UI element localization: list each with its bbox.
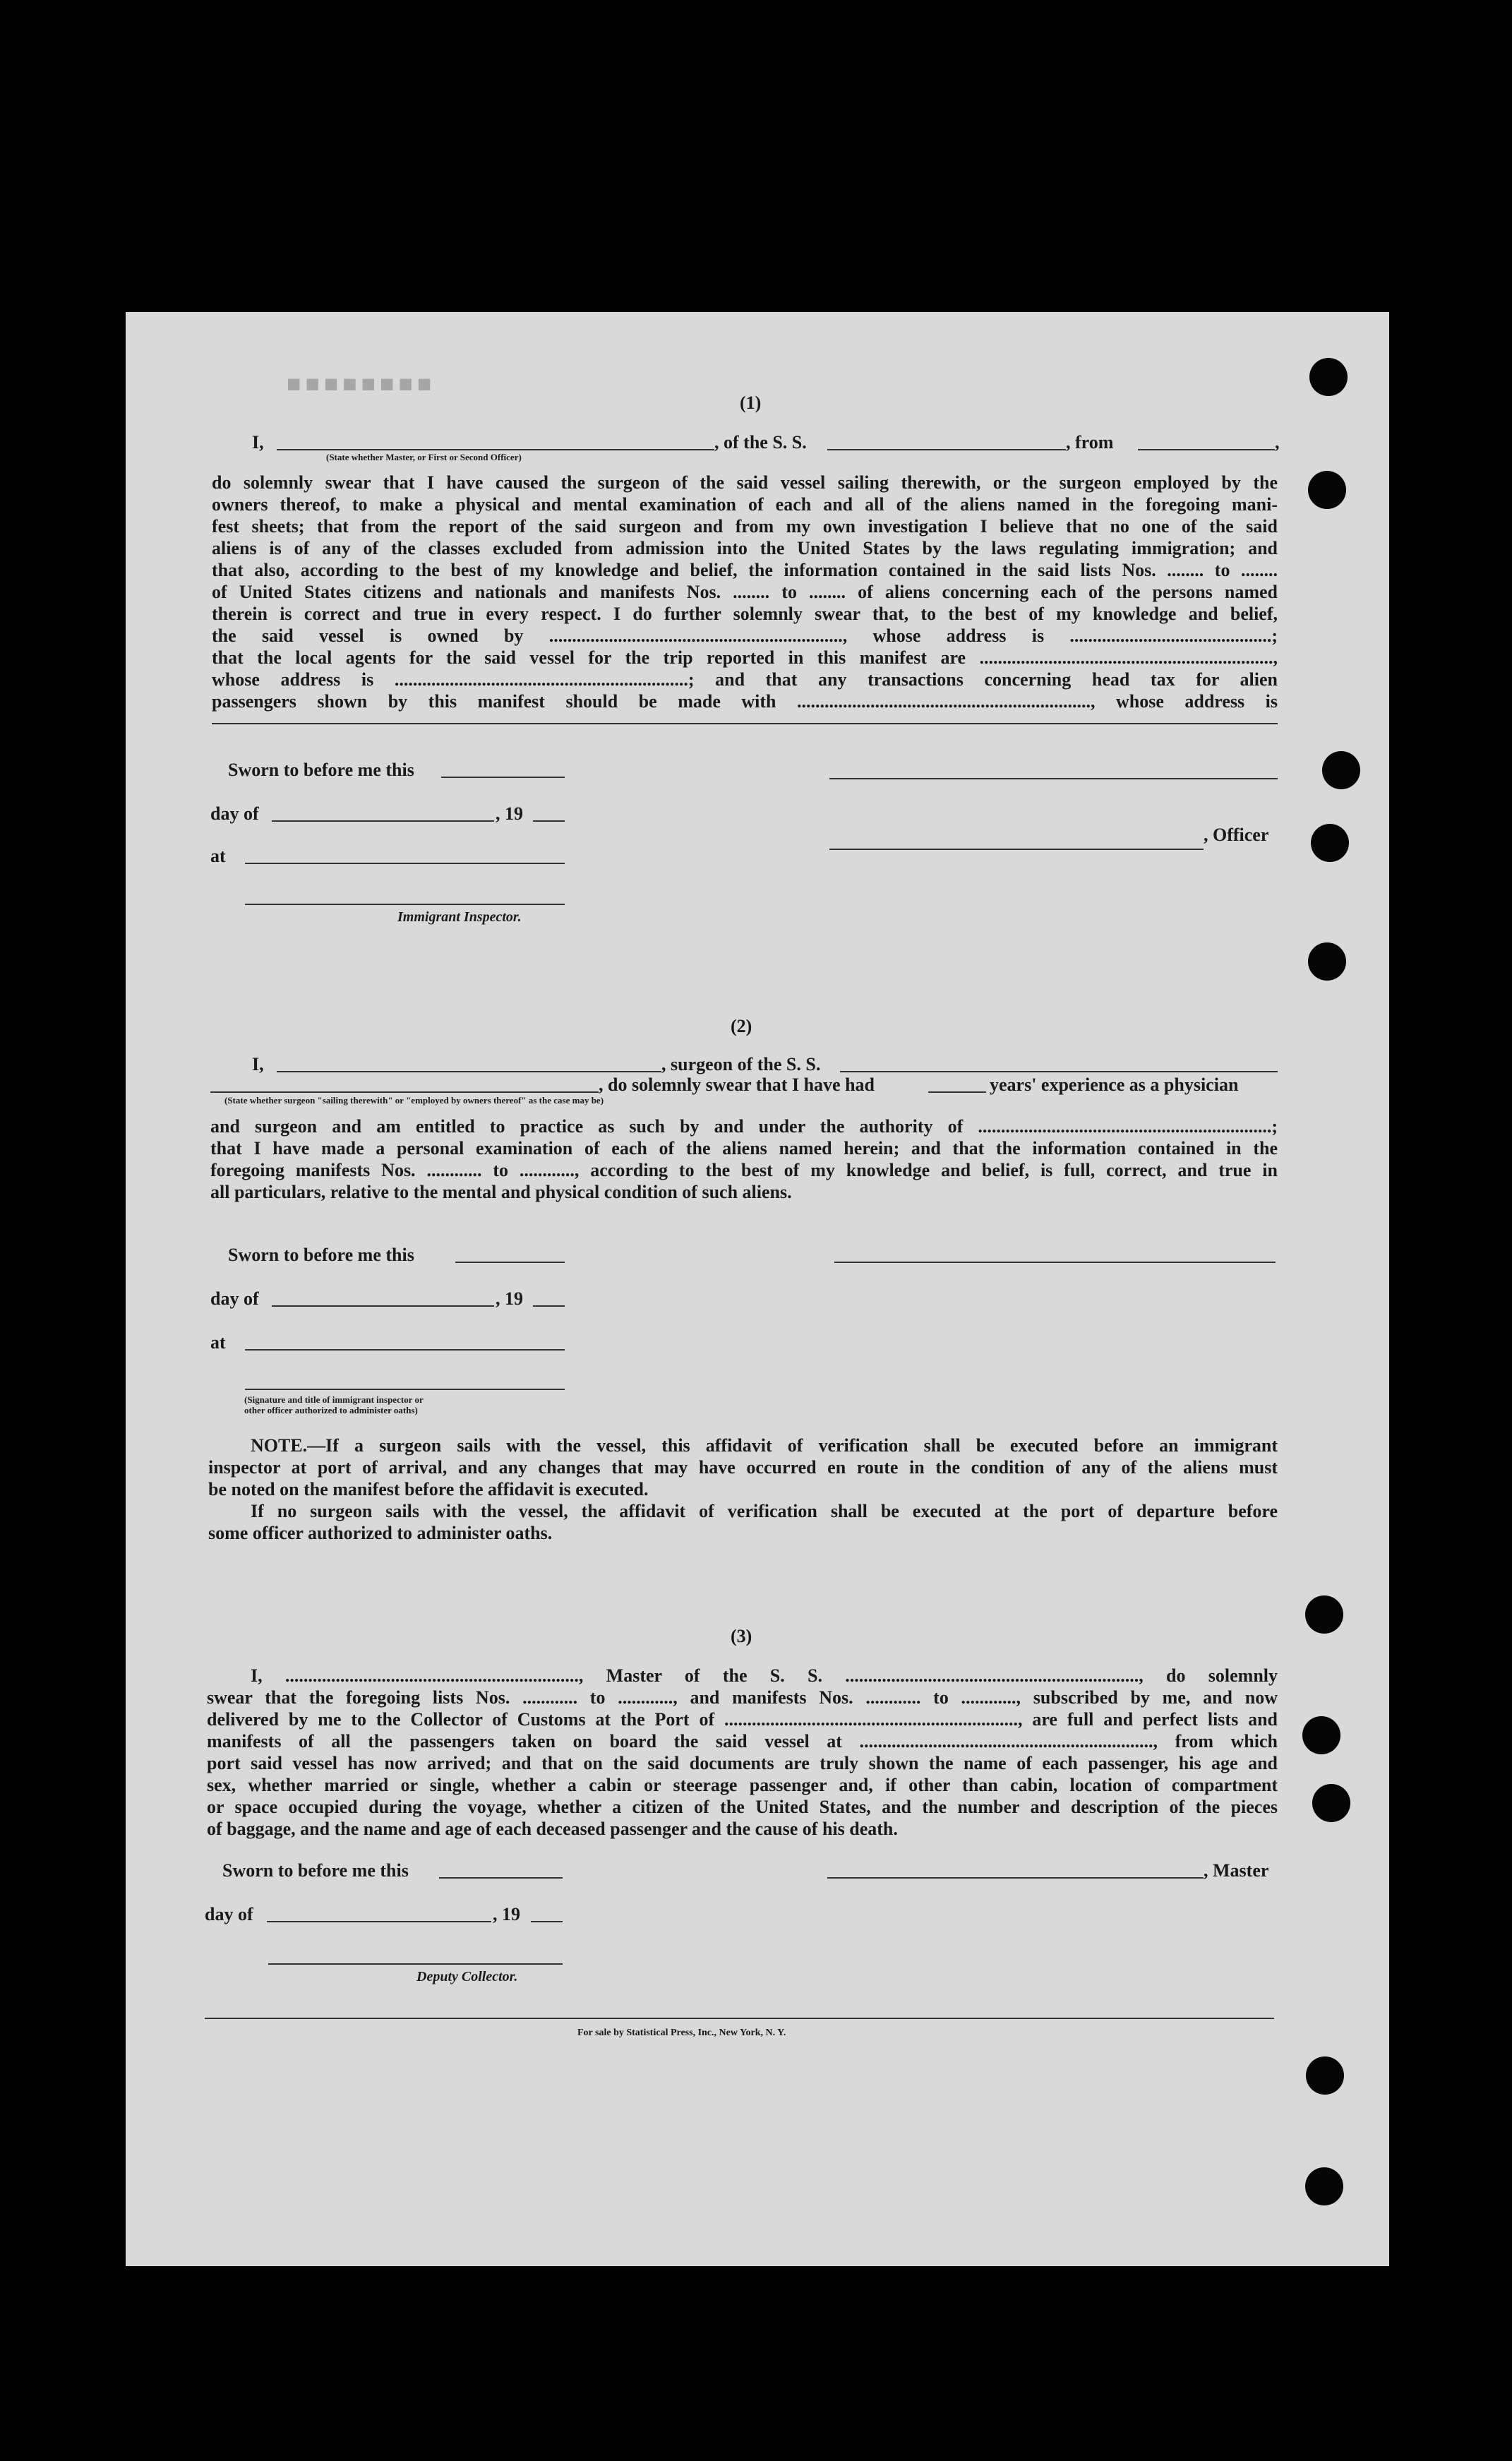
section-1-i: I, bbox=[252, 432, 264, 453]
punch-hole bbox=[1305, 2167, 1343, 2205]
section-2-inspector-line bbox=[245, 1389, 565, 1390]
section-1-number: (1) bbox=[740, 393, 762, 413]
punch-hole bbox=[1312, 1784, 1350, 1822]
deputy-collector-label: Deputy Collector. bbox=[416, 1969, 518, 1984]
section-1-day-label: day of bbox=[210, 803, 259, 824]
section-3-sworn-label: Sworn to before me this bbox=[222, 1860, 409, 1881]
section-3-day-line bbox=[267, 1921, 491, 1922]
inspector-signature-line bbox=[245, 904, 565, 905]
section-1-line-end: , bbox=[1275, 432, 1280, 453]
section-2-line2-end: years' experience as a physician bbox=[990, 1074, 1239, 1095]
section-3-number: (3) bbox=[731, 1626, 752, 1646]
note-paragraph: NOTE.—If a surgeon sails with the vessel, this affidavit of verification shall be executed before an immigrant inspector at port of arrival, and any changes that may have occurred en route in the condition of any of the aliens must be noted on the manifest before the affidavit is executed. If no surgeon sails with the vessel, the affidavit of verification shall be executed at the port of departure before some officer authorized to administer oaths. bbox=[208, 1435, 1278, 1543]
section-2-at-label: at bbox=[210, 1332, 226, 1353]
punch-hole bbox=[1302, 1716, 1340, 1754]
section-3-sworn-line bbox=[439, 1877, 563, 1879]
section-1-ss-label: , of the S. S. bbox=[714, 432, 807, 453]
section-1-paragraph: do solemnly swear that I have caused the surgeon of the said vessel sailing therewith, or the surgeon employed by the owners thereof, to make a physical and mental examination of each and all of the aliens named in the foregoing mani- fest sheets; that from the report of the said surgeon and from my own investigation I believe that no one of the said aliens is of any of the classes excluded from admission into the United States by the laws regulating immigration; and that also, according to the best of my knowledge and belief, the information contained in the said lists Nos. ........ to ........ of United States citizens and nationals and manifests Nos. ........ to ........ of aliens concerning each of the persons named therein is correct and true in every respect. I do further solemnly swear that, to the best of my knowledge and belief, the said vessel is owned by ................................................................, whose address is ............................................; that the local agents for the said vessel for the trip reported in this manifest are ................................................................, whose address is ................................................................; and that any transactions concerning head tax for alien passengers shown by this manifest should be made with ................................................................, whose address is bbox=[212, 472, 1278, 712]
surgeon-name-line bbox=[277, 1071, 661, 1072]
section-2-vessel-line bbox=[840, 1071, 1278, 1072]
officer-signature-line bbox=[829, 849, 1204, 850]
deputy-collector-line bbox=[268, 1963, 563, 1965]
section-2-swear-text: , do solemnly swear that I have had bbox=[599, 1074, 875, 1095]
section-2-number: (2) bbox=[731, 1016, 752, 1036]
section-1-sworn-line bbox=[441, 777, 565, 778]
section-2-day-label: day of bbox=[210, 1288, 259, 1309]
section-1-year-label: , 19 bbox=[496, 803, 523, 824]
section-2-signature-caption: (Signature and title of immigrant inspector or other officer authorized to administer oaths) bbox=[244, 1394, 424, 1415]
section-2-signature-line bbox=[834, 1262, 1276, 1263]
punch-hole bbox=[1308, 471, 1346, 509]
master-label: , Master bbox=[1204, 1860, 1269, 1881]
section-2-i: I, bbox=[252, 1054, 264, 1074]
footer-rule bbox=[205, 2018, 1274, 2019]
punch-hole bbox=[1305, 1595, 1343, 1634]
section-1-sworn-label: Sworn to before me this bbox=[228, 760, 414, 780]
officer-label: , Officer bbox=[1204, 825, 1269, 845]
section-2-ss-label: , surgeon of the S. S. bbox=[661, 1054, 821, 1074]
section-2-at-line bbox=[245, 1349, 565, 1351]
section-2-year-label: , 19 bbox=[496, 1288, 523, 1309]
footer-imprint: For sale by Statistical Press, Inc., New York, N. Y. bbox=[577, 2028, 786, 2038]
immigrant-inspector-label: Immigrant Inspector. bbox=[397, 909, 522, 925]
section-3-year-line bbox=[531, 1921, 563, 1922]
section-1-at-line bbox=[245, 863, 565, 864]
section-2-year-line bbox=[533, 1305, 565, 1307]
punch-hole bbox=[1306, 2056, 1344, 2095]
years-experience-line bbox=[928, 1091, 986, 1093]
section-3-day-label: day of bbox=[205, 1904, 253, 1924]
section-2-sworn-line bbox=[455, 1262, 565, 1263]
section-1-from-label: , from bbox=[1066, 432, 1114, 453]
section-1-year-line bbox=[533, 820, 565, 822]
section-1-caption: (State whether Master, or First or Second Officer) bbox=[326, 452, 522, 462]
section-2-caption: (State whether surgeon "sailing therewith" or "employed by owners thereof" as the case may be) bbox=[224, 1095, 604, 1106]
master-signature-line bbox=[827, 1877, 1204, 1879]
vessel-name-line bbox=[827, 449, 1066, 450]
address-continuation-line bbox=[212, 723, 1278, 724]
punch-hole bbox=[1311, 824, 1349, 862]
section-3-year-label: , 19 bbox=[493, 1904, 520, 1924]
port-from-line bbox=[1138, 449, 1275, 450]
punch-hole bbox=[1322, 751, 1360, 789]
section-1-at-label: at bbox=[210, 846, 226, 866]
surgeon-status-line bbox=[210, 1091, 599, 1093]
master-name-line bbox=[277, 449, 714, 450]
section-2-sworn-label: Sworn to before me this bbox=[228, 1245, 414, 1265]
bleed-through-mark: ■■■■■■■■ bbox=[282, 373, 432, 400]
officer-address-line bbox=[829, 778, 1278, 779]
punch-hole bbox=[1308, 942, 1346, 981]
punch-hole bbox=[1309, 358, 1348, 396]
section-3-paragraph: I, ................................................................, Master of the S. S. ................................................................, do solemnly swear that the foregoing lists Nos. ............ to ............, and manifests Nos. ............ to ............, subscribed by me, and now delivered by me to the Collector of Customs at the Port of ................................................................, are full and perfect lists and manifests of all the passengers taken on board the said vessel at ................................................................, from which port said vessel has now arrived; and that on the said documents are truly shown the name of each passenger, his age and sex, whether married or single, whether a cabin or steerage passenger and, if other than cabin, location of compartment or space occupied during the voyage, whether a citizen of the United States, and the number and description of the pieces of baggage, and the name and age of each deceased passenger and the cause of his death. bbox=[207, 1665, 1278, 1839]
section-1-day-line bbox=[272, 820, 494, 822]
section-2-paragraph: and surgeon and am entitled to practice as such by and under the authority of ................................................................; that I have made a personal examination of each of the aliens named herein; and that the information contained in the foregoing manifests Nos. ............ to ............, according to the best of my knowledge and belief, is full, correct, and true in all particulars, relative to the mental and physical condition of such aliens. bbox=[210, 1116, 1278, 1202]
section-2-day-line bbox=[272, 1305, 494, 1307]
